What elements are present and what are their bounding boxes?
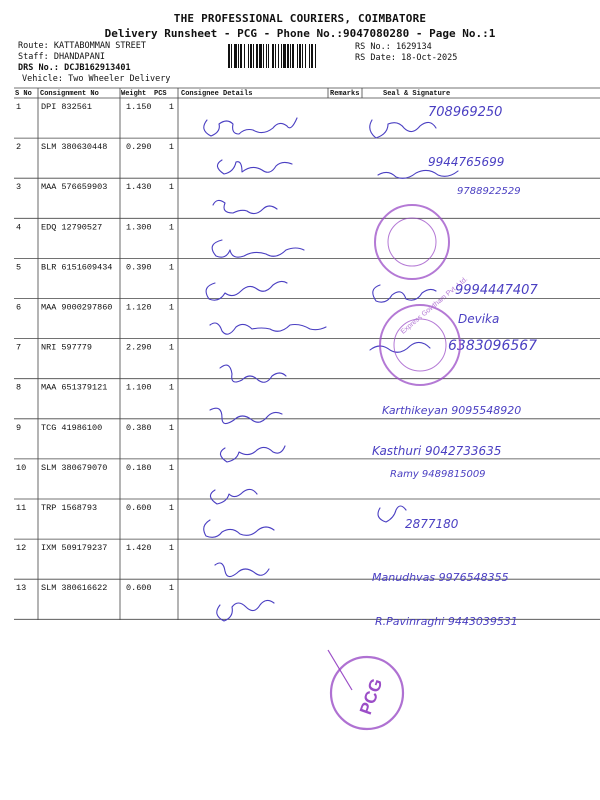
table-row <box>16 222 174 232</box>
rs-date-value: 18-Oct-2025 <box>401 53 458 63</box>
row-weight: 0.600 <box>126 503 152 513</box>
note-8: Kasthuri 9042733635 <box>372 444 502 458</box>
seal-text: Express Gowtham Pvt. Ltd. <box>399 275 470 336</box>
row-weight: 1.420 <box>126 543 152 554</box>
table-row <box>16 543 174 553</box>
row-sno: 3 <box>16 182 22 193</box>
rs-date-line: RS Date: 18-Oct-2025 <box>355 53 458 63</box>
table-row <box>16 503 174 513</box>
vehicle-value: Two Wheeler Delivery <box>68 74 171 84</box>
row-weight: 0.380 <box>126 422 152 433</box>
drs-value: DCJB162913401 <box>64 63 131 73</box>
table-row <box>16 102 174 112</box>
note-10: 2877180 <box>405 517 459 531</box>
table-row <box>16 423 174 433</box>
staff-line: Staff: DHANDAPANI <box>18 52 106 62</box>
col-seal: Seal & Signature <box>383 90 451 98</box>
row-weight: 1.120 <box>126 302 152 313</box>
table-row <box>16 142 174 152</box>
row-consignment: DPI 832561 <box>41 102 93 112</box>
row-consignment: SLM 380679070 <box>41 462 108 473</box>
row-pcs: 1 <box>168 382 174 393</box>
note-2: 9944765699 <box>428 155 505 169</box>
row-weight: 1.430 <box>126 182 152 193</box>
col-sno: S No <box>15 90 32 98</box>
note-3: 9788922529 <box>457 186 521 197</box>
row-sno: 1 <box>16 102 22 112</box>
row-consignment: EDQ 12790527 <box>41 222 103 233</box>
row-pcs: 1 <box>168 222 174 233</box>
row-pcs: 1 <box>168 422 174 433</box>
col-weight: Weight <box>121 90 147 98</box>
note-9: Ramy 9489815009 <box>390 469 486 480</box>
row-consignment: BLR 6151609434 <box>41 262 113 273</box>
col-consignment: Consignment No <box>40 90 99 98</box>
row-sno: 6 <box>16 302 22 313</box>
row-consignment: NRI 597779 <box>41 342 93 353</box>
row-sno: 10 <box>16 462 27 473</box>
col-remarks: Remarks <box>330 90 360 98</box>
row-pcs: 1 <box>168 342 174 353</box>
row-pcs: 1 <box>168 543 174 554</box>
row-consignment: MAA 9000297860 <box>41 302 113 313</box>
pcg-stamp-text: PCG <box>356 675 387 718</box>
row-pcs: 1 <box>168 182 174 193</box>
row-pcs: 1 <box>168 462 174 473</box>
note-7: Karthikeyan 9095548920 <box>382 404 522 417</box>
table-row <box>16 383 174 393</box>
row-pcs: 1 <box>168 142 174 153</box>
table-row <box>16 343 174 353</box>
row-sno: 12 <box>16 543 27 554</box>
row-consignment: SLM 380616622 <box>41 583 108 594</box>
row-pcs: 1 <box>168 102 174 112</box>
row-pcs: 1 <box>168 302 174 313</box>
runsheet-title: Delivery Runsheet - PCG - Phone No.:9047080280 - Page No.:1 <box>104 27 496 40</box>
row-sno: 2 <box>16 142 22 153</box>
rs-no-line: RS No.: 1629134 <box>355 42 432 52</box>
table-row <box>16 463 174 473</box>
note-12: R.Pavinraghi 9443039531 <box>375 615 518 628</box>
note-5: Devika <box>458 312 500 326</box>
route-value: KATTABOMMAN STREET <box>53 41 146 51</box>
note-11: Manudhvas 9976548355 <box>372 571 509 584</box>
row-consignment: MAA 651379121 <box>41 382 108 393</box>
row-sno: 5 <box>16 262 22 273</box>
row-weight: 1.150 <box>126 102 152 112</box>
row-sno: 7 <box>16 342 22 353</box>
row-weight: 0.290 <box>126 142 152 153</box>
staff-value: DHANDAPANI <box>53 52 106 62</box>
table-row <box>16 262 174 272</box>
row-pcs: 1 <box>168 262 174 273</box>
col-consignee: Consignee Details <box>181 90 253 98</box>
row-consignment: MAA 576659903 <box>41 182 108 193</box>
note-1: 708969250 <box>428 105 503 120</box>
row-weight: 0.180 <box>126 462 152 473</box>
row-weight: 2.290 <box>126 342 152 353</box>
vehicle-line: Vehicle: Two Wheeler Delivery <box>22 74 171 84</box>
table-row <box>16 182 174 192</box>
row-sno: 4 <box>16 222 22 233</box>
row-sno: 8 <box>16 382 22 393</box>
pcg-stamp <box>328 650 403 729</box>
row-consignment: SLM 380630448 <box>41 142 108 153</box>
note-4: 9994447407 <box>455 283 538 298</box>
row-weight: 0.390 <box>126 262 152 273</box>
note-6: 6383096567 <box>448 338 538 354</box>
row-weight: 1.300 <box>126 222 152 233</box>
row-weight: 0.600 <box>126 583 152 594</box>
row-consignment: TCG 41986100 <box>41 422 103 433</box>
row-sno: 11 <box>16 503 27 513</box>
route-line: Route: KATTABOMMAN STREET <box>18 41 146 51</box>
row-sno: 9 <box>16 422 22 433</box>
row-pcs: 1 <box>168 503 174 513</box>
rs-no-value: 1629134 <box>395 42 432 52</box>
row-weight: 1.100 <box>126 382 152 393</box>
row-consignment: TRP 1568793 <box>41 503 98 513</box>
table-row <box>16 303 174 313</box>
company-name: THE PROFESSIONAL COURIERS, COIMBATORE <box>173 12 427 25</box>
row-pcs: 1 <box>168 583 174 594</box>
col-pcs: PCS <box>154 90 167 98</box>
drs-line: DRS No.: DCJB162913401 <box>18 63 131 73</box>
row-consignment: IXM 509179237 <box>41 543 108 554</box>
table-row <box>16 583 174 593</box>
row-sno: 13 <box>16 583 27 594</box>
